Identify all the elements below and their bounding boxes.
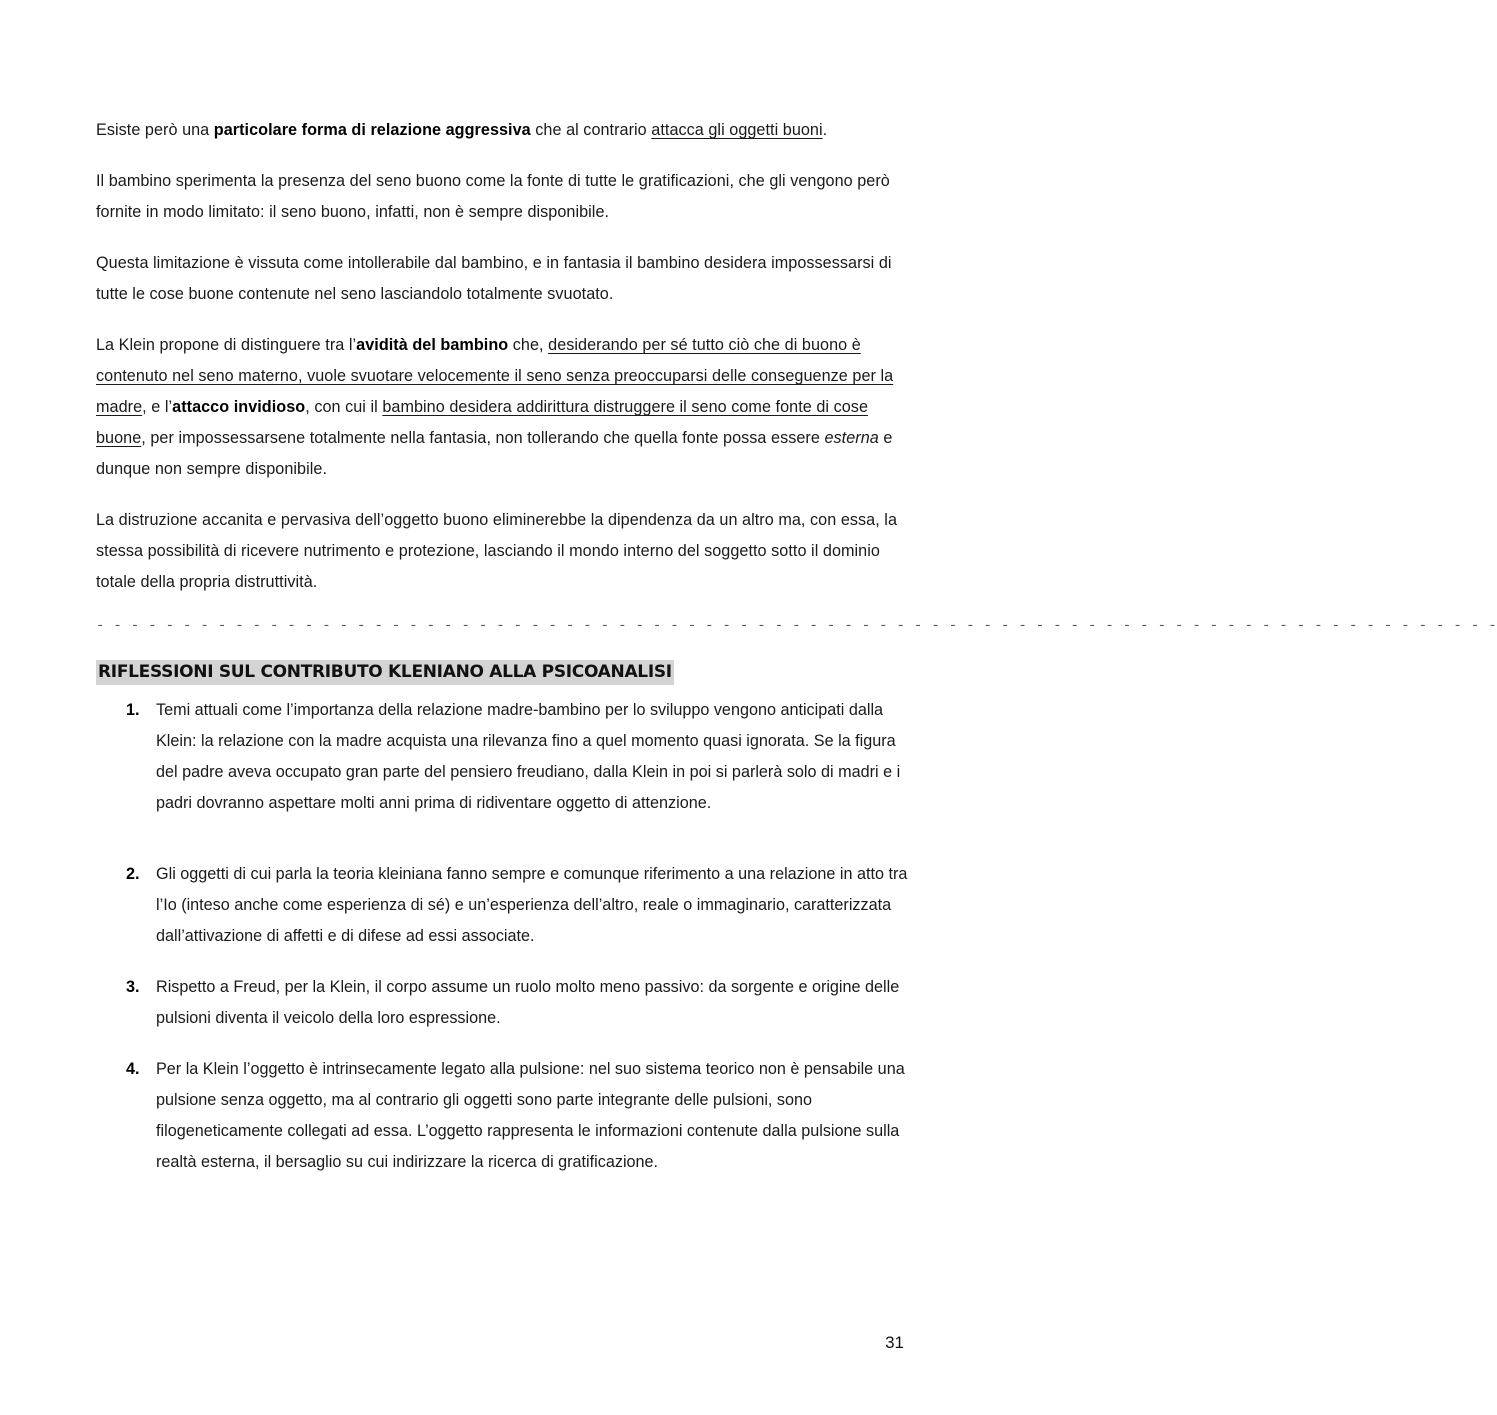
- italic-text: esterna: [824, 429, 879, 447]
- list-item-number: 4.: [126, 1060, 140, 1078]
- list-item-text: Temi attuali come l’importanza della relazione madre-bambino per lo sviluppo vengono anticipati dalla Klein: la relazione con la madre acquista una rilevanza fino a quel momento quasi ignorata. Se la figura del padre aveva occupato gran parte del pensiero freudiano, dalla Klein in poi si parlerà solo di madri e i padri dovranno aspettare molti anni prima di ridiventare oggetto di attenzione.: [156, 701, 901, 812]
- paragraph-2: [96, 166, 912, 228]
- paragraph-5: [96, 505, 912, 598]
- text-run: che,: [508, 336, 549, 354]
- paragraph-3: [96, 248, 912, 310]
- text-run: .: [822, 121, 828, 139]
- list-item: [96, 859, 912, 952]
- list-item-text: Gli oggetti di cui parla la teoria kleiniana fanno sempre e comunque riferimento a una relazione in atto tra l’Io (inteso anche come esperienza di sé) e un’esperienza dell’altro, reale o immaginario, caratterizzata dall’attivazione di affetti e di difese ad essi associate.: [156, 865, 908, 945]
- reflections-list: [96, 695, 912, 1178]
- list-item: [96, 695, 912, 819]
- text-run: e dunque non sempre disponibile.: [96, 429, 893, 478]
- underlined-text: desiderando per sé tutto ciò che di buono è contenuto nel seno materno, vuole svuotare velocemente il seno senza preoccuparsi delle conseguenze per la madre: [96, 336, 894, 416]
- text-run: , per impossessarsene totalmente nella fantasia, non tollerando che quella fonte possa essere: [141, 429, 825, 447]
- list-item-number: 3.: [126, 978, 140, 996]
- document-page: [96, 115, 1497, 1198]
- bold-text: avidità del bambino: [356, 336, 509, 354]
- text-run: , e l’: [142, 398, 173, 416]
- bold-text: particolare forma di relazione aggressiva: [213, 121, 531, 139]
- dashed-separator: - - - - - - - - - - - - - - - - - - - - - - - - - - - - - - - - - - - - - - - - - - - - - - - - - - - - - - - - - - - - - - - - - - - - - - - - - - - - - - - - -: [96, 618, 1497, 634]
- text-run: Questa limitazione è vissuta come intollerabile dal bambino, e in fantasia il bambino desidera impossessarsi di tutte le cose buone contenute nel seno lasciandolo totalmente svuotato.: [96, 254, 892, 303]
- list-item: [96, 972, 912, 1034]
- list-item-number: 2.: [126, 865, 140, 883]
- underlined-text: attacca gli oggetti buoni: [651, 121, 823, 139]
- section-heading: RIFLESSIONI SUL CONTRIBUTO KLENIANO ALLA PSICOANALISI: [96, 660, 674, 685]
- text-run: che al contrario: [530, 121, 652, 139]
- text-run: Esiste però una: [96, 121, 214, 139]
- list-item-number: 1.: [126, 701, 140, 719]
- paragraph-1: [96, 115, 912, 146]
- paragraph-4: [96, 330, 912, 485]
- list-item-text: Per la Klein l’oggetto è intrinsecamente legato alla pulsione: nel suo sistema teorico non è pensabile una pulsione senza oggetto, ma al contrario gli oggetti sono parte integrante delle pulsioni, sono filogeneticamente collegati ad essa. L’oggetto rappresenta le informazioni contenute dalla pulsione sulla realtà esterna, il bersaglio su cui indirizzare la ricerca di gratificazione.: [156, 1060, 905, 1171]
- bold-text: attacco invidioso: [172, 398, 306, 416]
- text-run: , con cui il: [305, 398, 383, 416]
- page-number: 31: [885, 1333, 904, 1352]
- list-item-text: Rispetto a Freud, per la Klein, il corpo assume un ruolo molto meno passivo: da sorgente e origine delle pulsioni diventa il veicolo della loro espressione.: [156, 978, 900, 1027]
- underlined-text: bambino desidera addirittura distruggere il seno come fonte di cose buone: [96, 398, 868, 447]
- list-item: [96, 1054, 912, 1178]
- text-run: La Klein propone di distinguere tra l’: [96, 336, 357, 354]
- text-run: Il bambino sperimenta la presenza del seno buono come la fonte di tutte le gratificazioni, che gli vengono però fornite in modo limitato: il seno buono, infatti, non è sempre disponibile.: [96, 172, 890, 221]
- text-run: La distruzione accanita e pervasiva dell’oggetto buono eliminerebbe la dipendenza da un altro ma, con essa, la stessa possibilità di ricevere nutrimento e protezione, lasciando il mondo interno del soggetto sotto il dominio totale della propria distruttività.: [96, 511, 898, 591]
